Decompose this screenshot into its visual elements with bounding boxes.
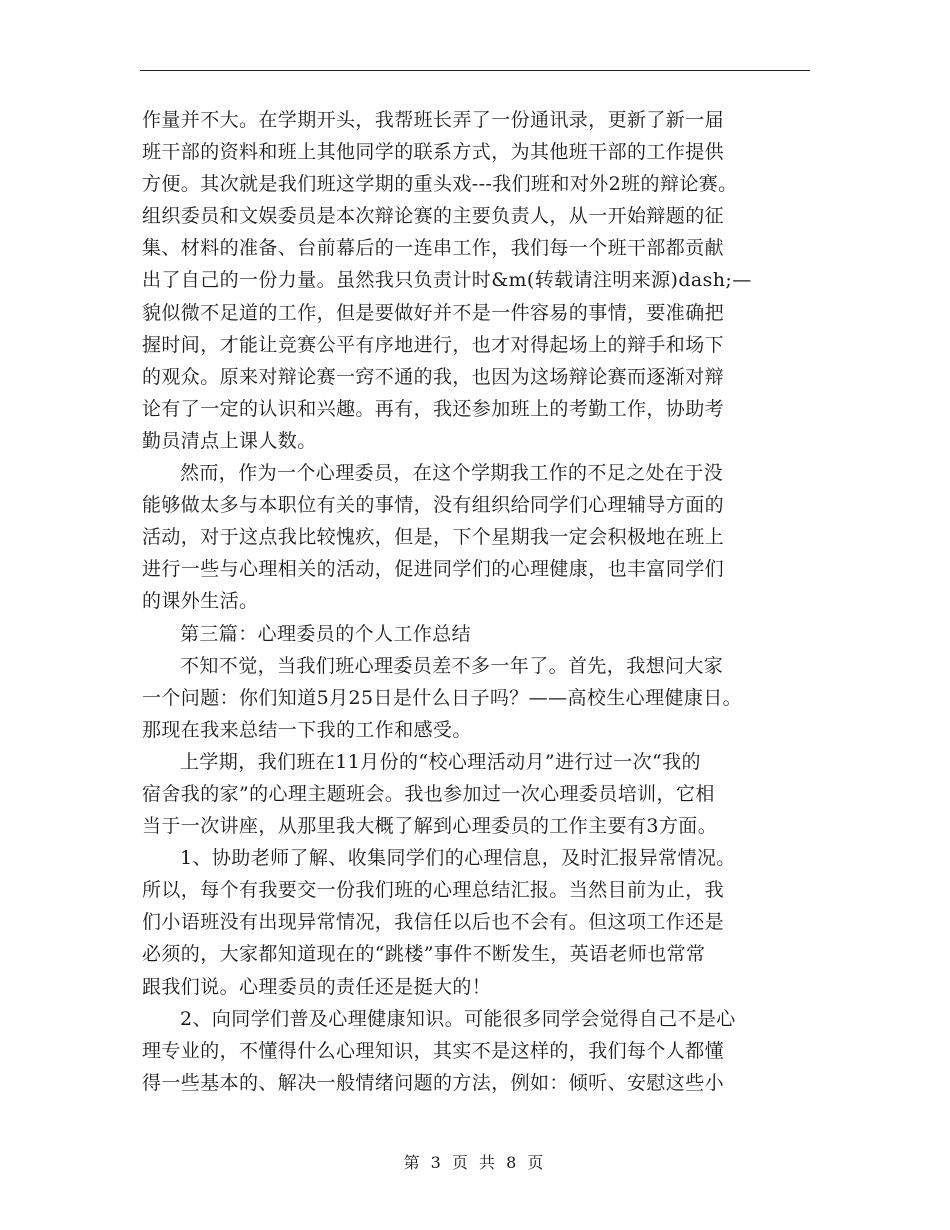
text-line: 出了自己的一份力量。虽然我只负责计时&m(转载请注明来源)dash;—: [142, 269, 752, 292]
page-footer: 第 3 页 共 8 页: [403, 1153, 547, 1172]
text-line: 跟我们说。心理委员的责任还是挺大的！: [142, 975, 492, 998]
text-line: 理专业的，不懂得什么心理知识，其实不是这样的，我们每个人都懂: [142, 1039, 725, 1062]
text-line: 集、材料的准备、台前幕后的一连串工作，我们每一个班干部都贡献: [142, 237, 725, 260]
text-line: 不知不觉，当我们班心理委员差不多一年了。首先，我想问大家: [180, 654, 724, 677]
text-line: 握时间，才能让竞赛公平有序地进行，也才对得起场上的辩手和场下: [142, 333, 725, 356]
text-line: 然而，作为一个心理委员，在这个学期我工作的不足之处在于没: [180, 462, 724, 485]
text-line: 活动，对于这点我比较愧疚，但是，下个星期我一定会积极地在班上: [142, 526, 725, 549]
text-line: 当于一次讲座，从那里我大概了解到心理委员的工作主要有3方面。: [142, 815, 718, 838]
text-line: 的课外生活。: [142, 590, 259, 613]
text-line: 方便。其次就是我们班这学期的重头戏---我们班和对外2班的辩论赛。: [142, 173, 738, 196]
text-line: 进行一些与心理相关的活动，促进同学们的心理健康，也丰富同学们: [142, 558, 725, 581]
text-line: 上学期，我们班在11月份的“校心理活动月”进行过一次“我的: [180, 750, 701, 773]
text-line: 一个问题：你们知道5月25日是什么日子吗？——高校生心理健康日。: [142, 686, 743, 709]
text-line: 能够做太多与本职位有关的事情，没有组织给同学们心理辅导方面的: [142, 494, 725, 517]
text-line: 勤员清点上课人数。: [142, 429, 317, 452]
text-line: 所以，每个有我要交一份我们班的心理总结汇报。当然目前为止，我: [142, 879, 725, 902]
body-text: [142, 104, 810, 1099]
text-line: 2、向同学们普及心理健康知识。可能很多同学会觉得自己不是心: [180, 1007, 736, 1030]
text-line: 论有了一定的认识和兴趣。再有，我还参加班上的考勤工作，协助考: [142, 397, 725, 420]
text-line: 那现在我来总结一下我的工作和感受。: [142, 718, 472, 741]
text-line: 作量并不大。在学期开头，我帮班长弄了一份通讯录，更新了新一届: [142, 109, 725, 131]
text-line: 1、协助老师了解、收集同学们的心理信息，及时汇报异常情况。: [180, 847, 736, 870]
text-line: 得一些基本的、解决一般情绪问题的方法，例如：倾听、安慰这些小: [142, 1071, 725, 1094]
text-line: 必须的，大家都知道现在的“跳楼”事件不断发生，英语老师也常常: [142, 943, 706, 966]
header-rule: [140, 70, 810, 71]
text-line: 第三篇：心理委员的个人工作总结: [180, 622, 472, 645]
text-line: 貌似微不足道的工作，但是要做好并不是一件容易的事情，要准确把: [142, 301, 725, 324]
text-line: 宿舍我的家”的心理主题班会。我也参加过一次心理委员培训，它相: [142, 782, 715, 805]
text-line: 组织委员和文娱委员是本次辩论赛的主要负责人，从一开始辩题的征: [142, 205, 725, 228]
text-line: 们小语班没有出现异常情况，我信任以后也不会有。但这项工作还是: [142, 911, 725, 934]
text-line: 班干部的资料和班上其他同学的联系方式，为其他班干部的工作提供: [142, 141, 725, 164]
text-line: 的观众。原来对辩论赛一窍不通的我，也因为这场辩论赛而逐渐对辩: [142, 365, 725, 388]
